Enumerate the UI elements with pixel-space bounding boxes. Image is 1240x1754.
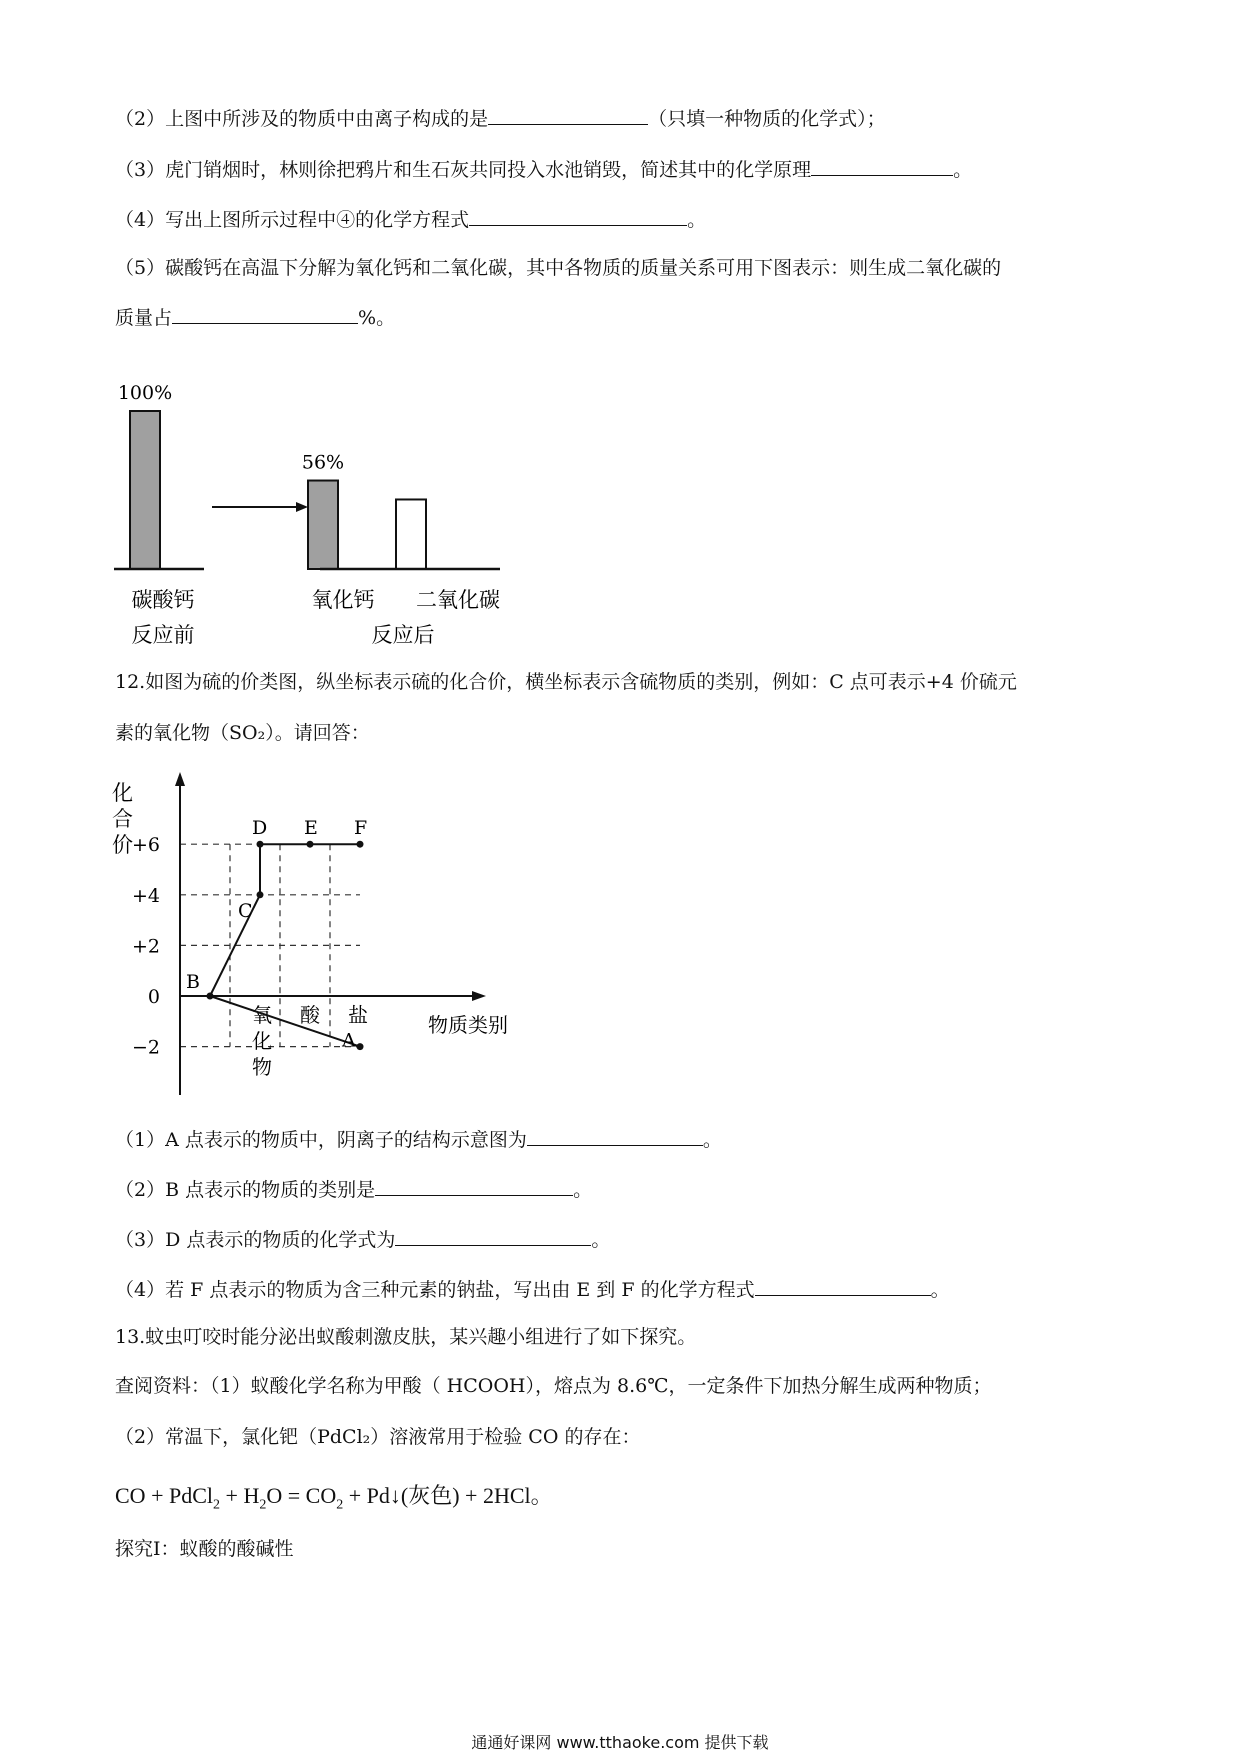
eq-end: 。 [530, 1483, 553, 1508]
eq-gray: (灰色) [400, 1483, 460, 1508]
y-tick-label: −2 [131, 1036, 160, 1059]
q13-intro [115, 1324, 696, 1350]
y-axis-arrow-icon [175, 772, 185, 786]
q11-part5-cont [115, 303, 395, 331]
chemical-equation: CO + PdCl$_2$ + $H_2O = CO_2$ + Pd↓(灰色) + 2HCl。 [115, 1483, 553, 1513]
q12-part2-end: 。 [573, 1179, 593, 1201]
answer-blank[interactable] [469, 205, 687, 226]
point-label-a: A [342, 1029, 356, 1052]
bar-0 [130, 411, 160, 569]
eq-pdcl: PdCl [168, 1483, 214, 1508]
y-axis-label [112, 781, 133, 857]
bar-label-carbon-dioxide: 二氧化碳 [416, 588, 500, 612]
q11-part5 [115, 255, 1001, 281]
q13-reference-2 [115, 1424, 640, 1450]
q13-ref1-text: 查阅资料：（1）蚁酸化学名称为甲酸（ HCOOH），熔点为 8.6℃，一定条件下加热分解生成两种物质； [115, 1375, 992, 1397]
q12-part1-end: 。 [702, 1129, 722, 1151]
answer-blank[interactable] [488, 104, 648, 125]
eq-o: O [266, 1483, 283, 1508]
y-label-char: 合 [112, 807, 133, 831]
q12-part3-end: 。 [591, 1229, 611, 1251]
x-category-char: 盐 [348, 1003, 368, 1027]
mass-ratio-bar-chart [100, 355, 560, 655]
answer-blank[interactable] [755, 1275, 931, 1296]
q11-part4 [115, 205, 706, 233]
eq-co2-sub: 2 [336, 1497, 344, 1513]
y-tick-label: +2 [131, 935, 160, 958]
line-b-a [210, 996, 360, 1047]
answer-blank[interactable] [527, 1125, 703, 1146]
q11-part5-text2: 质量占 [115, 307, 173, 329]
answer-blank[interactable] [395, 1225, 591, 1246]
bar-layer [118, 382, 426, 569]
q11-part5-text: （5）碳酸钙在高温下分解为氧化钙和二氧化碳，其中各物质的质量关系可用下图表示：则生成二氧化碳的 [115, 257, 1002, 279]
q12-part4 [115, 1275, 950, 1303]
q11-part2-note: （只填一种物质的化学式）； [648, 108, 886, 130]
eq-h: H [243, 1483, 260, 1508]
point-label-b: B [186, 971, 200, 993]
answer-blank[interactable] [811, 155, 953, 176]
group-label-before: 反应前 [131, 623, 195, 647]
q11-part4-end: 。 [687, 209, 707, 231]
q12-part3 [115, 1225, 610, 1253]
q11-part4-text: （4）写出上图所示过程中④的化学方程式 [115, 209, 470, 231]
q13-ref2-text: （2）常温下，氯化钯（PdCl₂）溶液常用于检验 CO 的存在： [115, 1426, 641, 1448]
y-tick-labels [132, 834, 160, 1058]
q12-part1-text: （1）A 点表示的物质中，阴离子的结构示意图为 [115, 1129, 527, 1151]
q11-part2 [115, 104, 886, 132]
y-tick-label: 0 [147, 986, 160, 1008]
eq-pd: Pd [366, 1483, 390, 1508]
q13-explore-text: 探究Ⅰ：蚁酸的酸碱性 [115, 1538, 294, 1560]
bar-value-label-1: 56% [301, 451, 345, 474]
q13-intro-text: 13.蚊虫叮咬时能分泌出蚁酸刺激皮肤，某兴趣小组进行了如下探究。 [115, 1326, 697, 1348]
point-f [357, 841, 364, 848]
x-category-char: 氧 [252, 1003, 272, 1027]
point-label-d: D [252, 817, 268, 840]
point-a [357, 1043, 364, 1050]
q13-reference-1 [115, 1373, 991, 1399]
q13-explore-1 [115, 1536, 294, 1562]
point-label-c: C [238, 899, 253, 922]
x-category-char: 化 [252, 1029, 272, 1053]
arrow-head-icon [296, 502, 308, 512]
x-axis-label: 物质类别 [428, 1013, 508, 1037]
x-category-char: 酸 [300, 1003, 320, 1027]
bar-value-label-0: 100% [117, 382, 173, 404]
eq-co2: CO [305, 1483, 337, 1508]
point-d [257, 841, 264, 848]
q11-part2-text: （2）上图中所涉及的物质中由离子构成的是 [115, 108, 489, 130]
q12-intro-text2: 素的氧化物（SO₂）。请回答： [115, 722, 370, 744]
y-tick-label: +4 [131, 884, 160, 907]
q11-part3-text: （3）虎门销烟时，林则徐把鸦片和生石灰共同投入水池销毁，简述其中的化学原理 [115, 159, 812, 181]
q11-part3-end: 。 [953, 159, 973, 181]
y-label-char: 化 [112, 781, 133, 805]
answer-blank[interactable] [375, 1175, 573, 1196]
bar-label-calcium-oxide: 氧化钙 [311, 588, 375, 612]
point-label-f: F [354, 817, 368, 840]
q12-part4-text: （4）若 F 点表示的物质为含三种元素的钠盐，写出由 E 到 F 的化学方程式 [115, 1279, 755, 1301]
point-label-e: E [304, 817, 318, 840]
point-b [207, 993, 214, 1000]
q12-part1 [115, 1125, 722, 1153]
point-e [307, 841, 314, 848]
q12-intro-cont [115, 720, 370, 746]
eq-hcl: 2HCl [482, 1483, 531, 1508]
point-c [257, 891, 264, 898]
q11-part5-end: %。 [358, 307, 396, 329]
x-axis-arrow-icon [472, 991, 486, 1001]
q12-intro [115, 669, 1017, 695]
y-tick-label: +6 [131, 834, 160, 857]
x-category-char: 物 [252, 1055, 272, 1079]
q12-part3-text: （3）D 点表示的物质的化学式为 [115, 1229, 396, 1251]
sulfur-valence-chart [110, 770, 530, 1100]
bar-1 [308, 481, 338, 569]
q12-part4-end: 。 [930, 1279, 950, 1301]
y-label-char: 价 [112, 833, 133, 857]
bar-2 [396, 499, 426, 569]
eq-pdcl-sub: 2 [213, 1497, 221, 1513]
q12-part2-text: （2）B 点表示的物质的类别是 [115, 1179, 376, 1201]
answer-blank[interactable] [172, 303, 358, 324]
eq-co: CO [115, 1483, 146, 1508]
page-footer: 通通好课网 www.tthaoke.com 提供下载 [471, 1733, 769, 1752]
group-label-after: 反应后 [371, 623, 435, 647]
bar-label-calcium-carbonate: 碳酸钙 [131, 588, 195, 612]
q11-part3 [115, 155, 972, 183]
q12-intro-text: 12.如图为硫的价类图，纵坐标表示硫的化合价，横坐标表示含硫物质的类别，例如：C 点可表示+4 价硫元 [115, 671, 1017, 693]
q12-part2 [115, 1175, 592, 1203]
data-points [186, 817, 367, 1051]
down-arrow-icon: ↓ [389, 1483, 401, 1508]
eq-h-sub: 2 [259, 1497, 267, 1513]
